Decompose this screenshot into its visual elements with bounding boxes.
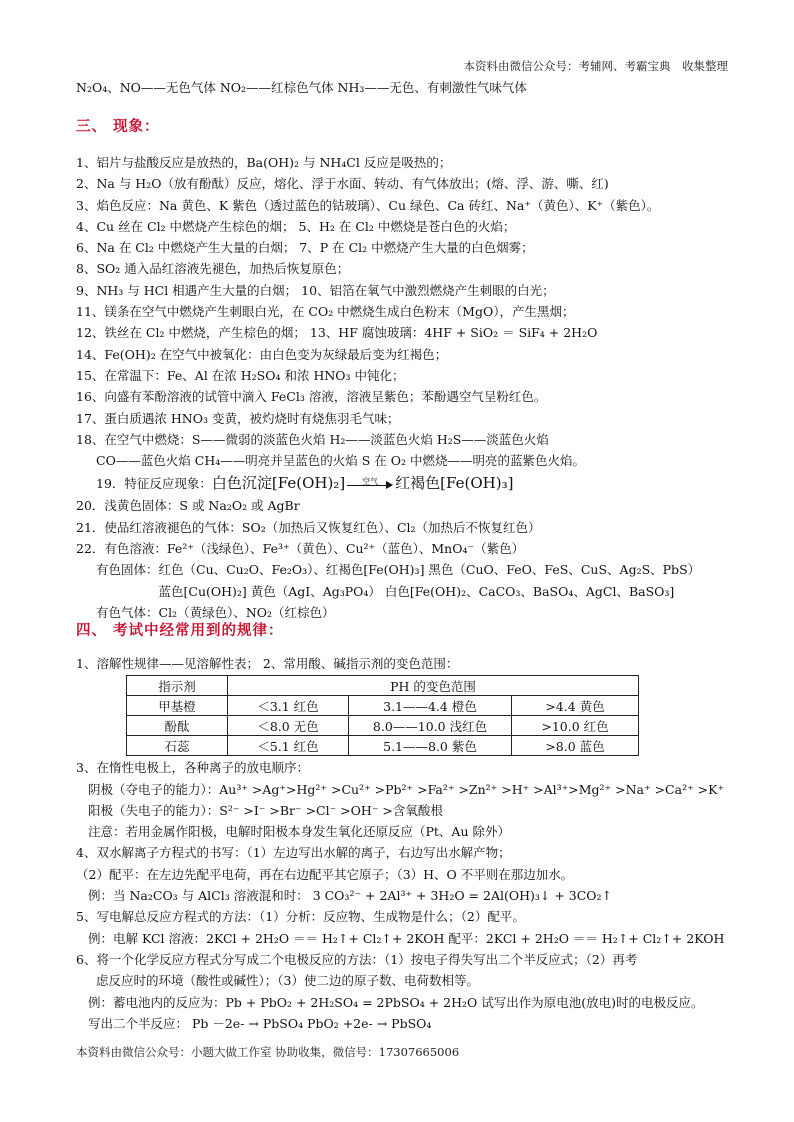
table-cell: >4.4 黄色 (512, 696, 639, 716)
table-header-cell: PH 的变色范围 (228, 676, 639, 696)
arrow-condition: 空气 (362, 476, 379, 486)
list-item: 3、在惰性电极上，各种离子的放电顺序： (76, 760, 309, 776)
list-item: 14、Fe(OH)₂ 在空气中被氧化：由白色变为灰绿最后变为红褐色； (76, 346, 448, 362)
table-cell: 石蕊 (127, 736, 228, 756)
equation-prefix: 19．特征反应现象： (96, 476, 212, 492)
table-cell: ＜3.1 红色 (228, 696, 349, 716)
list-item: 11、镁条在空气中燃烧产生刺眼白光，在 CO₂ 中燃烧生成白色粉末（MgO），产生黑烟； (76, 304, 575, 320)
list-item-continuation: 注意：若用金属作阳极，电解时阳极本身发生氧化还原反应（Pt、Au 除外） (88, 824, 510, 840)
table-row (127, 716, 639, 736)
list-item: 6、Na 在 Cl₂ 中燃烧产生大量的白烟； 7、P 在 Cl₂ 中燃烧产生大量的白色烟雾； (76, 240, 534, 256)
list-item-example: 写出二个半反应： Pb －2e- → PbSO₄ PbO₂ +2e- → PbSO₄ (88, 1015, 432, 1031)
table-cell: 5.1——8.0 紫色 (349, 736, 512, 756)
page-header: 本资料由微信公众号：考辅网、考霸宝典 收集整理 (463, 59, 728, 73)
table-cell: 3.1——4.4 橙色 (349, 696, 512, 716)
list-item: 4、Cu 丝在 Cl₂ 中燃烧产生棕色的烟； 5、H₂ 在 Cl₂ 中燃烧是苍白色的火焰； (76, 218, 516, 234)
list-item-example: 例：电解 KCl 溶液：2KCl + 2H₂O ＝＝ H₂↑+ Cl₂↑+ 2KOH 配平：2KCl + 2H₂O ＝＝ H₂↑+ Cl₂↑+ 2KOH (88, 930, 725, 946)
table-cell: ＜8.0 无色 (228, 716, 349, 736)
gas-colors-line: N₂O₄、NO——无色气体 NO₂——红棕色气体 NH₃——无色、有刺激性气味气体 (76, 80, 527, 95)
page-footer: 本资料由微信公众号：小题大做工作室 协助收集，微信号：17307665006 (76, 1045, 460, 1059)
list-item: 17、蛋白质遇浓 HNO₃ 变黄，被灼烧时有烧焦羽毛气味； (76, 410, 400, 426)
list-item: 12、铁丝在 Cl₂ 中燃烧，产生棕色的烟； 13、HF 腐蚀玻璃：4HF + SiO₂ ＝ SiF₄ + 2H₂O (76, 325, 598, 341)
list-item: 5、写电解总反应方程式的方法：（1）分析：反应物、生成物是什么；（2）配平。 (76, 909, 525, 925)
rules-list (76, 653, 726, 1034)
list-item-continuation: 有色气体：Cl₂（黄绿色）、NO₂（红棕色） (96, 604, 335, 620)
arrow-icon (347, 476, 393, 491)
table-header-cell: 指示剂 (127, 676, 228, 696)
table-cell: 酚酞 (127, 716, 228, 736)
list-item-example: 例：当 Na₂CO₃ 与 AlCl₃ 溶液混和时： 3 CO₃²⁻ + 2Al³⁺ + 3H₂O = 2Al(OH)₃↓ + 3CO₂↑ (88, 888, 613, 904)
list-item: 6、将一个化学反应方程式分写成二个电极反应的方法：（1）按电子得失写出二个半反应式；（2）再考 (76, 951, 638, 967)
list-item: 1、溶解性规律——见溶解性表； 2、常用酸、碱指示剂的变色范围： (76, 656, 459, 671)
table-cell: 8.0——10.0 浅红色 (349, 716, 512, 736)
list-item-continuation: 阳极（失电子的能力）：S²⁻ >I⁻ >Br⁻ >Cl⁻ >OH⁻ >含氧酸根 (88, 802, 443, 818)
table-row (127, 696, 639, 716)
list-item: 15、在常温下：Fe、Al 在浓 H₂SO₄ 和浓 HNO₃ 中钝化； (76, 367, 405, 383)
section-title-rules: 四、 考试中经常用到的规律： (76, 623, 284, 639)
ph-indicator-table (126, 675, 639, 756)
list-item: 20．浅黄色固体：S 或 Na₂O₂ 或 AgBr (76, 498, 300, 514)
list-item-continuation: 虑反应时的环境（酸性或碱性）；（3）使二边的原子数、电荷数相等。 (96, 973, 479, 989)
list-item: 21．使品红溶液褪色的气体：SO₂（加热后又恢复红色）、Cl₂（加热后不恢复红色） (76, 519, 541, 535)
table-cell: 甲基橙 (127, 696, 228, 716)
equation-left: 白色沉淀[Fe(OH)₂] (211, 474, 346, 493)
list-item: 9、NH₃ 与 HCl 相遇产生大量的白烟； 10、铝箔在氧气中激烈燃烧产生刺眼的白光； (76, 282, 555, 298)
phenomena-list (76, 152, 726, 623)
list-item: 8、SO₂ 通入品红溶液先褪色，加热后恢复原色； (76, 261, 350, 277)
list-item-continuation: 阴极（夺电子的能力）：Au³⁺ >Ag⁺>Hg²⁺ >Cu²⁺ >Pb²⁺ >Fa²⁺ >Zn²⁺ >H⁺ >Al³⁺>Mg²⁺ >Na⁺ >Ca²⁺ >K⁺ (88, 781, 725, 797)
list-item: 2、Na 与 H₂O（放有酚酞）反应，熔化、浮于水面、转动、有气体放出；(熔、浮、游、嘶、红) (76, 176, 609, 192)
section-title-phenomena: 三、 现象： (76, 119, 160, 135)
table-cell: >10.0 红色 (512, 716, 639, 736)
list-item-continuation: 有色固体：红色（Cu、Cu₂O、Fe₂O₃）、红褐色[Fe(OH)₃] 黑色（CuO、FeO、FeS、CuS、Ag₂S、PbS） (96, 562, 701, 578)
list-item-continuation: （2）配平：在左边先配平电荷，再在右边配平其它原子；（3）H、O 不平则在那边加水。 (76, 866, 574, 882)
list-item-continuation: 蓝色[Cu(OH)₂] 黄色（AgI、Ag₃PO₄） 白色[Fe(OH)₂、CaCO₃、BaSO₄、AgCl、BaSO₃] (96, 583, 675, 599)
table-cell: ＜5.1 红色 (228, 736, 349, 756)
list-item-continuation: CO——蓝色火焰 CH₄——明亮并呈蓝色的火焰 S 在 O₂ 中燃烧——明亮的蓝紫色火焰。 (96, 453, 585, 469)
list-item: 4、双水解离子方程式的书写：（1）左边写出水解的离子，右边写出水解产物； (76, 845, 511, 861)
list-item: 16、向盛有苯酚溶液的试管中滴入 FeCl₃ 溶液，溶液呈紫色；苯酚遇空气呈粉红色。 (76, 389, 547, 405)
list-item: 1、铝片与盐酸反应是放热的，Ba(OH)₂ 与 NH₄Cl 反应是吸热的； (76, 155, 452, 170)
equation-right: 红褐色[Fe(OH)₃] (395, 474, 514, 493)
table-header-row (127, 676, 639, 696)
list-item-equation (76, 471, 726, 495)
list-item: 22．有色溶液：Fe²⁺（浅绿色）、Fe³⁺（黄色）、Cu²⁺（蓝色）、MnO₄⁻（紫色） (76, 541, 525, 557)
table-cell: >8.0 蓝色 (512, 736, 639, 756)
list-item: 18、在空气中燃烧：S——微弱的淡蓝色火焰 H₂——淡蓝色火焰 H₂S——淡蓝色火焰 (76, 431, 549, 447)
list-item: 3、焰色反应：Na 黄色、K 紫色（透过蓝色的钴玻璃）、Cu 绿色、Ca 砖红、Na⁺（黄色）、K⁺（紫色）。 (76, 197, 660, 213)
table-row (127, 736, 639, 756)
list-item-example: 例：蓄电池内的反应为：Pb + PbO₂ + 2H₂SO₄ = 2PbSO₄ + 2H₂O 试写出作为原电池(放电)时的电极反应。 (88, 994, 704, 1010)
